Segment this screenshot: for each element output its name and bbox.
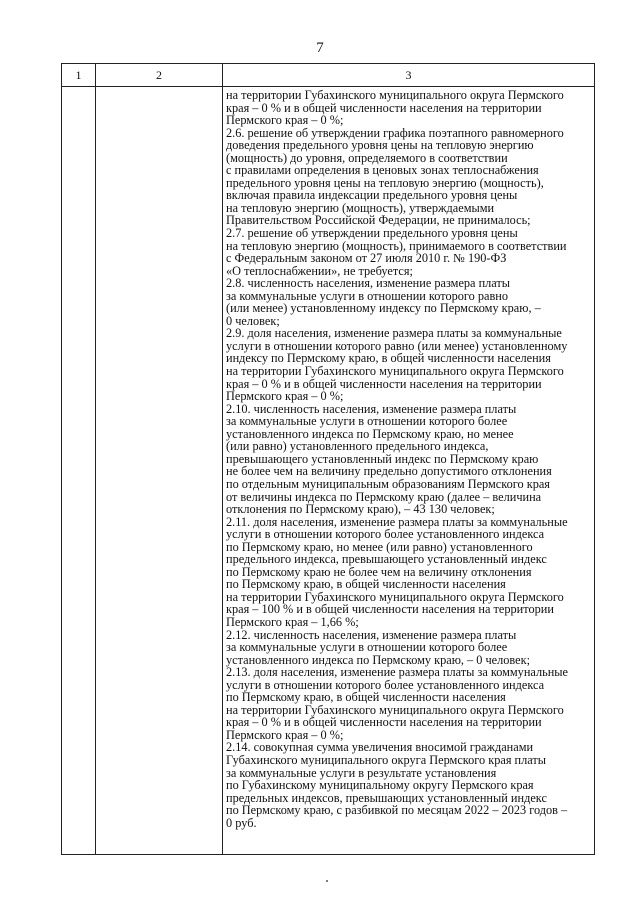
document-table xyxy=(61,63,595,855)
text-line: на территории Губахинского муниципального округа Пермского xyxy=(226,364,564,379)
text-line: от величины индекса по Пермскому краю (далее – величина xyxy=(226,489,542,504)
text-line: Пермского края – 0 %; xyxy=(226,389,344,404)
text-line: края – 0 % и в общей численности населения на территории xyxy=(226,100,542,115)
text-line: 2.10. численность населения, изменение размера платы xyxy=(226,401,517,416)
column-header-3: 3 xyxy=(223,64,595,87)
text-line: (или равно) установленного предельного индекса, xyxy=(226,439,489,454)
text-line: 2.8. численность населения, изменение размера платы xyxy=(226,276,511,291)
text-line: по Пермскому краю не более чем на величину отклонения xyxy=(226,564,532,579)
text-line: с Федеральным законом от 27 июля 2010 г. № 190-ФЗ xyxy=(226,251,507,266)
text-line: за коммунальные услуги в отношении которого равно xyxy=(226,288,509,303)
text-line: индексу по Пермскому краю, в общей численности населения xyxy=(226,351,551,366)
text-line: края – 100 % и в общей численности населения на территории xyxy=(226,602,554,617)
text-line: услуги в отношении которого более установленного индекса xyxy=(226,677,545,692)
text-line: по Пермскому краю, но менее (или равно) установленного xyxy=(226,539,533,554)
text-line: 0 руб. xyxy=(226,815,257,830)
text-line: по Губахинскому муниципальному округу Пермского края xyxy=(226,778,534,793)
text-line: установленного индекса по Пермскому краю, но менее xyxy=(226,426,514,441)
text-line: Пермского края – 0 %; xyxy=(226,727,344,742)
text-line: Пермского края – 1,66 %; xyxy=(226,614,359,629)
content-text xyxy=(226,89,594,829)
text-line: (или менее) установленному индексу по Пермскому краю, – xyxy=(226,301,541,316)
text-line: (мощность) до уровня, определяемого в соответствии xyxy=(226,150,508,165)
text-line: по Пермскому краю, с разбивкой по месяцам 2022 – 2023 годов – xyxy=(226,803,568,818)
column-header-1: 1 xyxy=(62,64,96,87)
text-line: 2.7. решение об утверждении предельного уровня цены xyxy=(226,226,518,241)
text-line: на территории Губахинского муниципального округа Пермского xyxy=(226,88,564,102)
text-line: 2.9. доля населения, изменение размера платы за коммунальные xyxy=(226,326,562,341)
scan-speck xyxy=(326,880,328,882)
text-line: предельного уровня цены на тепловую энергию (мощность), xyxy=(226,175,544,190)
text-line: на территории Губахинского муниципального округа Пермского xyxy=(226,589,564,604)
text-line: Пермского края – 0 %; xyxy=(226,113,344,128)
text-line: за коммунальные услуги в отношении которого более xyxy=(226,640,508,655)
text-line: по отдельным муниципальным образованиям Пермского края xyxy=(226,476,550,491)
text-line: края – 0 % и в общей численности населения на территории xyxy=(226,376,542,391)
text-line: включая правила индексации предельного уровня цены xyxy=(226,188,518,203)
text-line: с правилами определения в ценовых зонах теплоснабжения xyxy=(226,163,539,178)
text-line: предельного индекса, превышающего установленный индекс xyxy=(226,552,547,567)
text-line: по Пермскому краю, в общей численности населения xyxy=(226,690,506,705)
text-line: не более чем на величину предельно допустимого отклонения xyxy=(226,464,552,479)
column-header-2: 2 xyxy=(96,64,223,87)
text-line: 2.12. численность населения, изменение размера платы xyxy=(226,627,517,642)
cell-column-1 xyxy=(62,87,96,855)
text-line: предельных индексов, превышающих установленный индекс xyxy=(226,790,547,805)
text-line: превышающего установленный индекс по Пермскому краю xyxy=(226,451,539,466)
text-line: по Пермскому краю, в общей численности населения xyxy=(226,577,506,592)
text-line: услуги в отношении которого равно (или менее) установленному xyxy=(226,338,568,353)
table-header-row xyxy=(62,64,595,87)
text-line: установленного индекса по Пермскому краю, – 0 человек; xyxy=(226,652,530,667)
text-line: «О теплоснабжении», не требуется; xyxy=(226,263,413,278)
cell-column-2 xyxy=(96,87,223,855)
text-line: отклонения по Пермскому краю), – 43 130 человек; xyxy=(226,502,495,517)
page-number: 7 xyxy=(316,40,324,56)
cell-column-3 xyxy=(223,87,595,855)
table-row xyxy=(62,87,595,855)
text-line: на тепловую энергию (мощность), принимаемого в соответствии xyxy=(226,238,567,253)
text-line: 2.11. доля населения, изменение размера платы за коммунальные xyxy=(226,514,568,529)
text-line: 2.14. совокупная сумма увеличения вносимой гражданами xyxy=(226,740,534,755)
text-line: края – 0 % и в общей численности населения на территории xyxy=(226,715,542,730)
text-line: 2.13. доля населения, изменение размера платы за коммунальные xyxy=(226,665,569,680)
text-line: Правительством Российской Федерации, не принималось; xyxy=(226,213,531,228)
text-line: за коммунальные услуги в результате установления xyxy=(226,765,497,780)
text-line: 0 человек; xyxy=(226,313,280,328)
text-line: Губахинского муниципального округа Пермского края платы xyxy=(226,752,547,767)
text-line: доведения предельного уровня цены на тепловую энергию xyxy=(226,138,534,153)
text-line: на тепловую энергию (мощность), утверждаемыми xyxy=(226,200,495,215)
text-line: 2.6. решение об утверждении графика поэтапного равномерного xyxy=(226,125,564,140)
text-line: на территории Губахинского муниципального округа Пермского xyxy=(226,702,564,717)
text-line: за коммунальные услуги в отношении которого более xyxy=(226,414,508,429)
text-line: услуги в отношении которого более установленного индекса xyxy=(226,527,545,542)
